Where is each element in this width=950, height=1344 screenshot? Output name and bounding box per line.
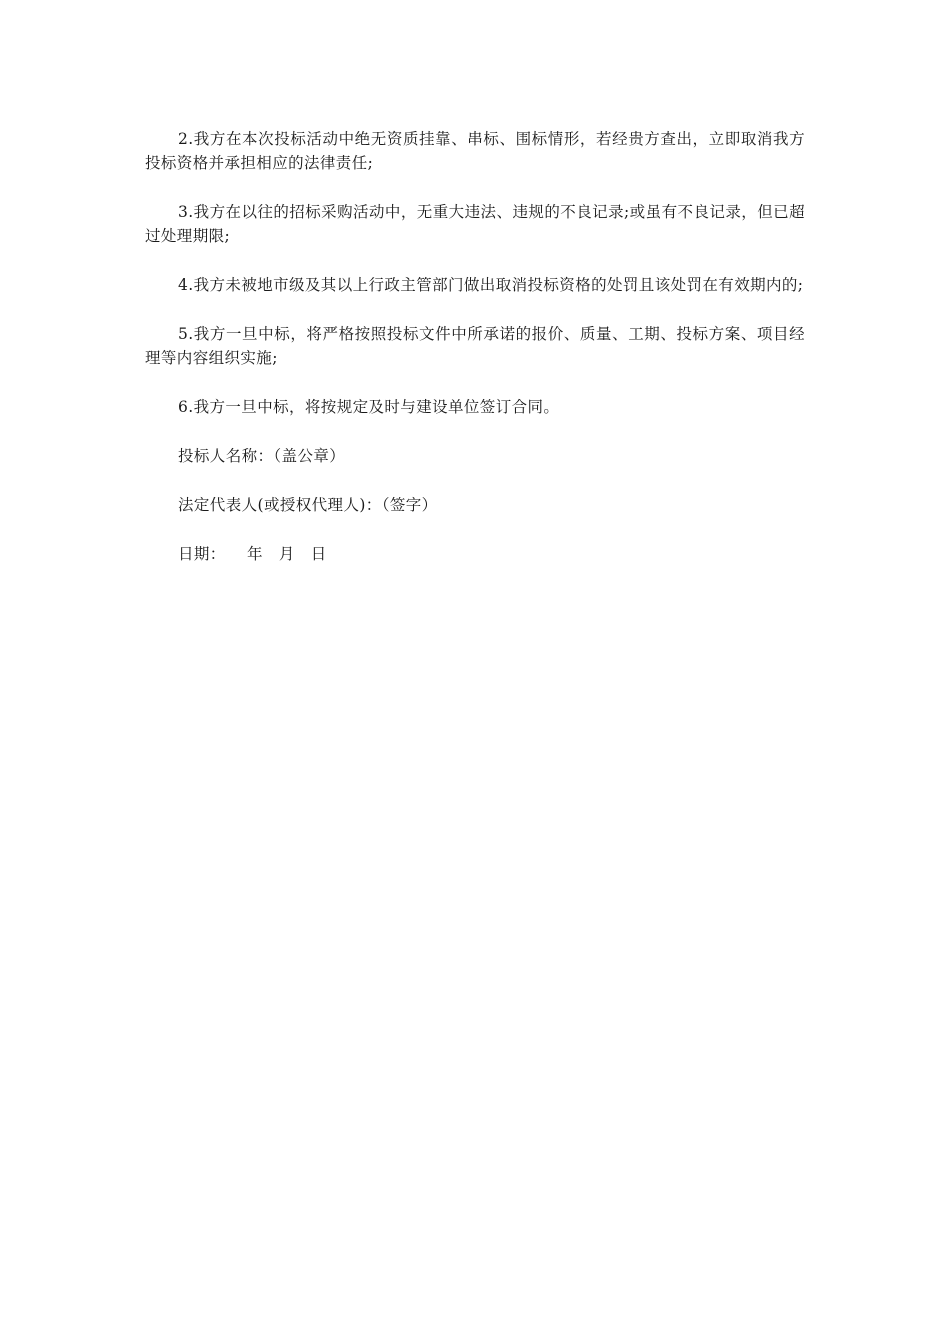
date-line: 日期： 年 月 日 [178,545,327,563]
bidder-name-line: 投标人名称：（盖公章） [178,447,346,465]
clause-5: 5.我方一旦中标，将严格按照投标文件中所承诺的报价、质量、工期、投标方案、项目经理等内容组织实施; [145,325,805,367]
legal-representative-line: 法定代表人(或授权代理人)：（签字） [178,496,438,514]
clause-3: 3.我方在以往的招标采购活动中，无重大违法、违规的不良记录;或虽有不良记录，但已超过处理期限; [145,203,805,245]
clause-6: 6.我方一旦中标，将按规定及时与建设单位签订合同。 [178,398,560,416]
clause-2: 2.我方在本次投标活动中绝无资质挂靠、串标、围标情形，若经贵方查出，立即取消我方投标资格并承担相应的法律责任; [145,130,805,172]
clause-4: 4.我方未被地市级及其以上行政主管部门做出取消投标资格的处罚且该处罚在有效期内的; [178,276,804,294]
document-body [145,127,805,591]
